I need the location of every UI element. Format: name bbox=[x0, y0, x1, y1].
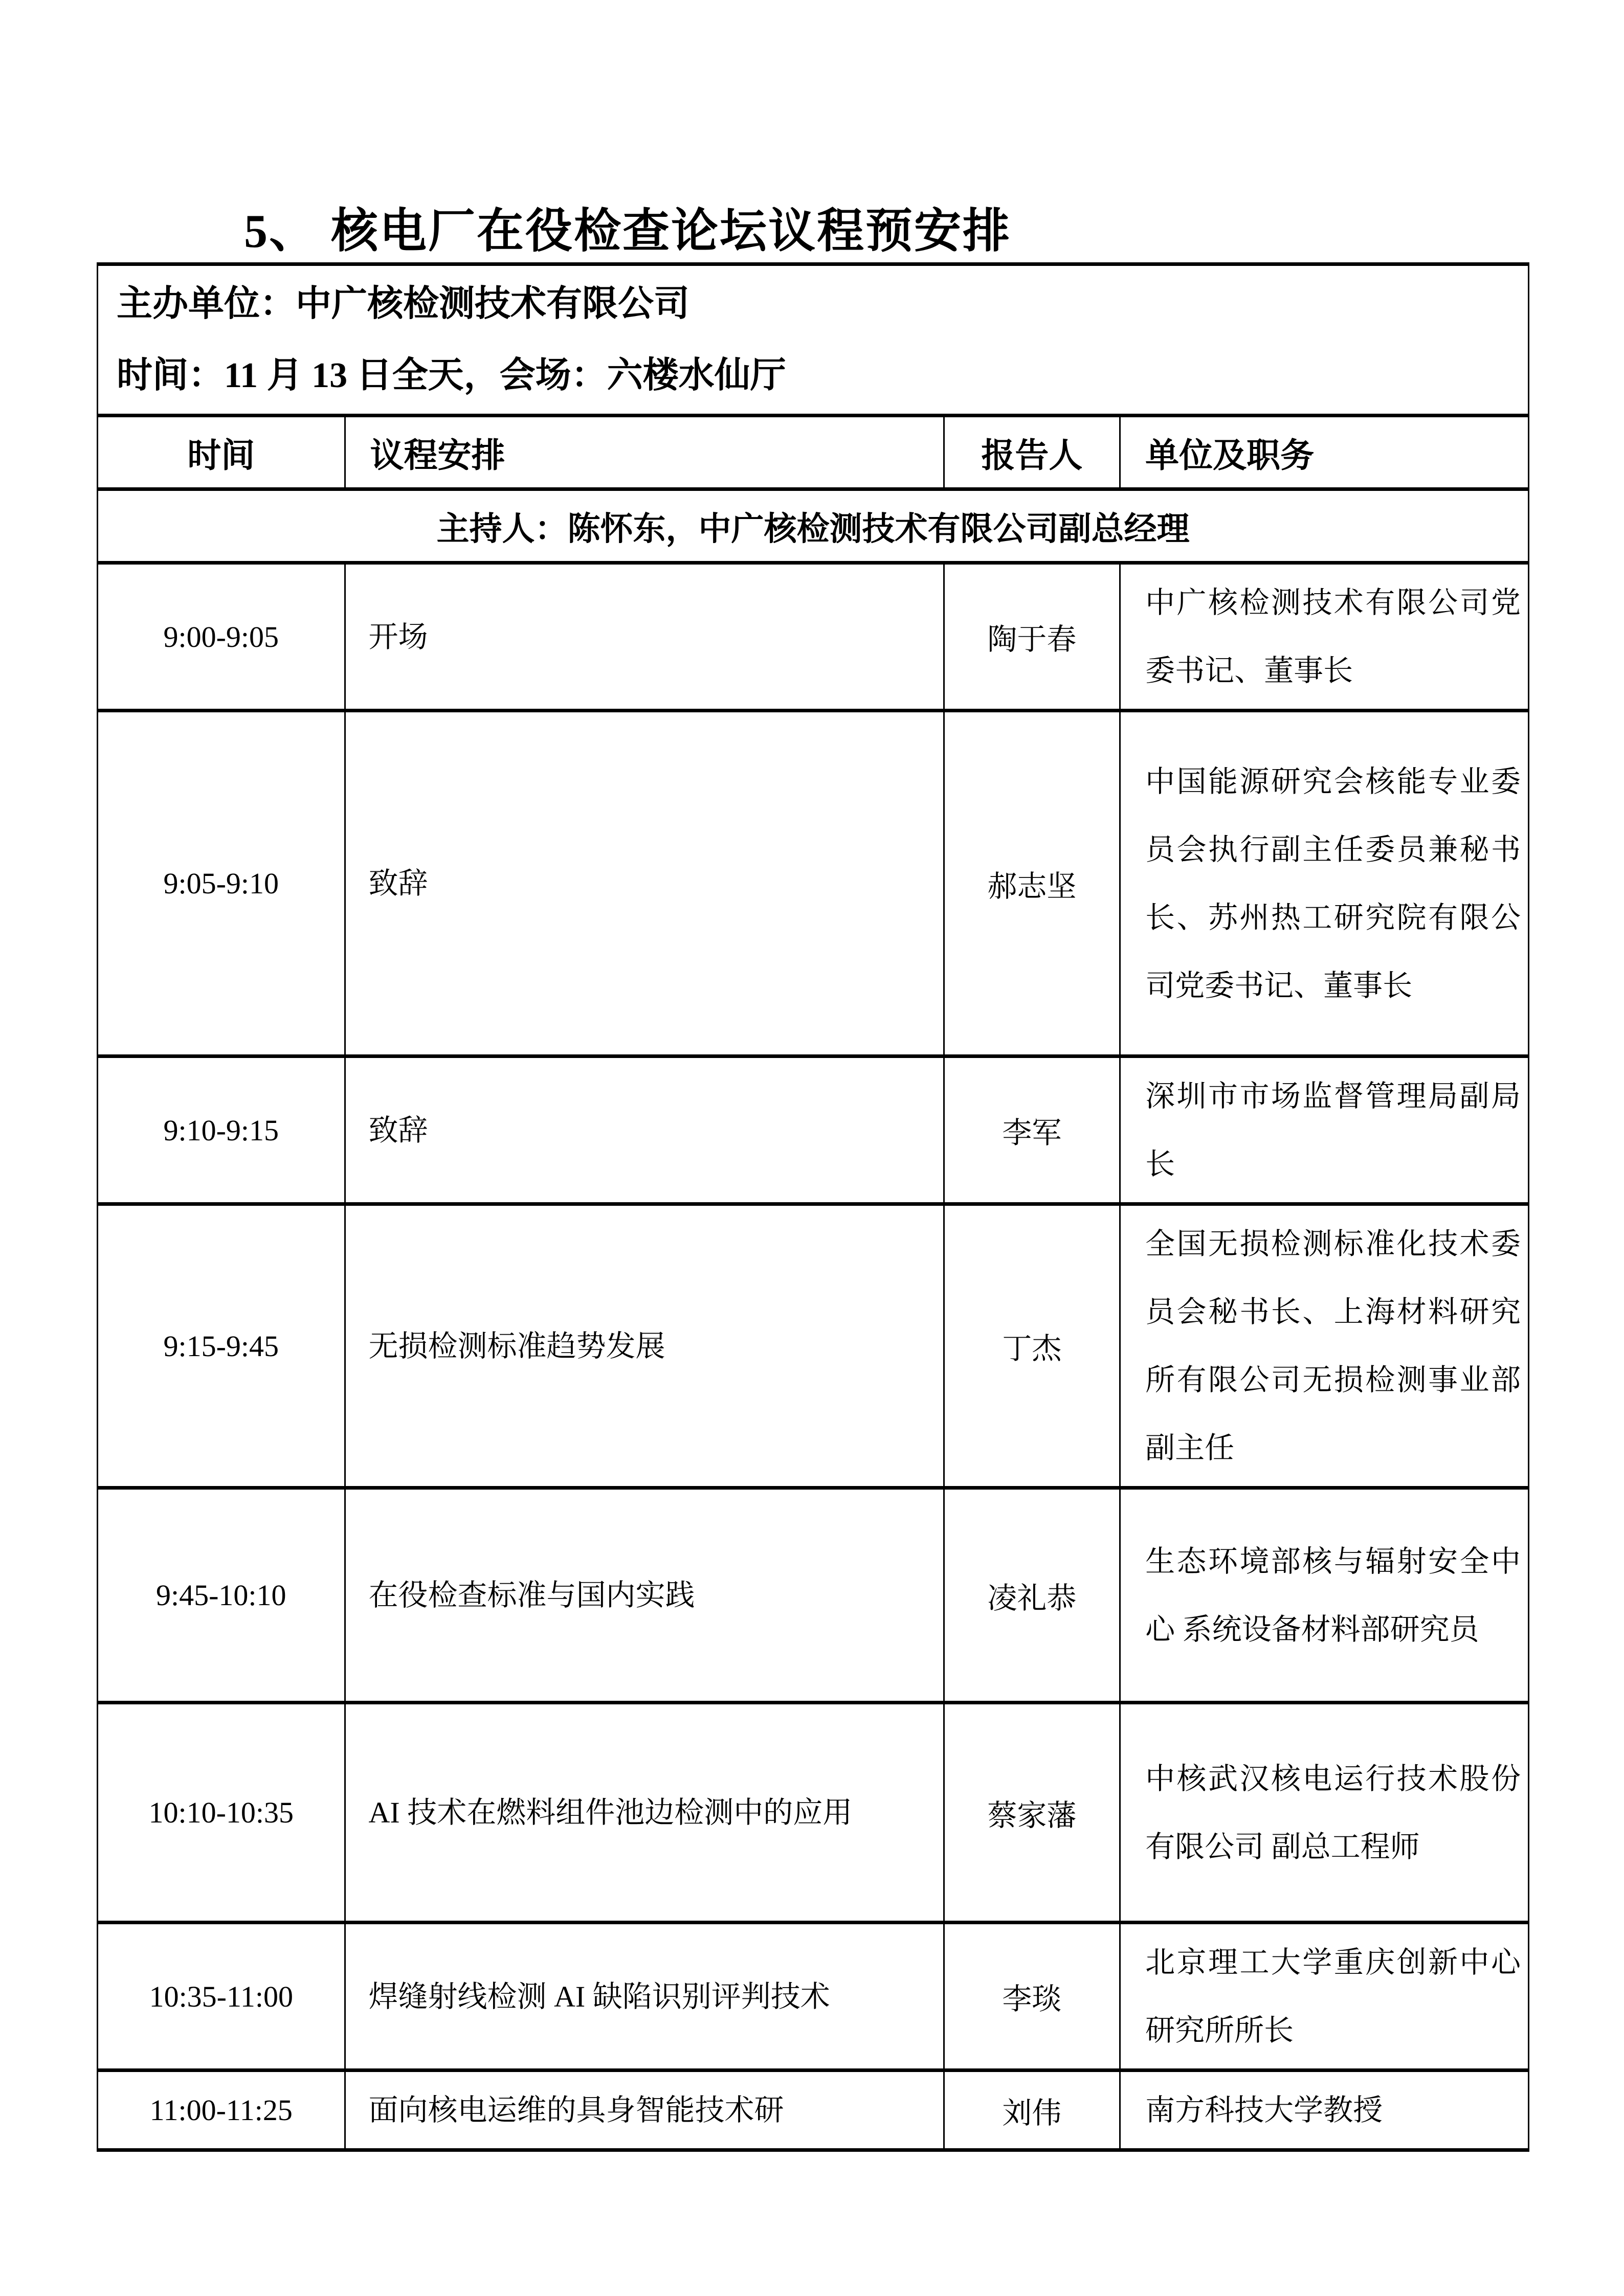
time-cell: 10:10-10:35 bbox=[98, 1703, 345, 1923]
speaker-cell: 陶于春 bbox=[944, 563, 1120, 711]
table-row bbox=[98, 1488, 1529, 1703]
org-cell: 深圳市市场监督管理局副局长 bbox=[1120, 1056, 1529, 1204]
agenda-cell: 开场 bbox=[345, 563, 944, 711]
speaker-cell: 郝志坚 bbox=[944, 711, 1120, 1056]
column-header-agenda: 议程安排 bbox=[345, 416, 944, 489]
table-row bbox=[98, 1204, 1529, 1488]
org-cell: 全国无损检测标准化技术委员会秘书长、上海材料研究所有限公司无损检测事业部副主任 bbox=[1120, 1204, 1529, 1488]
speaker-cell: 李琰 bbox=[944, 1923, 1120, 2070]
column-header-time: 时间 bbox=[98, 416, 345, 489]
column-header-speaker: 报告人 bbox=[944, 416, 1120, 489]
column-header-org: 单位及职务 bbox=[1120, 416, 1529, 489]
table-row bbox=[98, 563, 1529, 711]
org-cell: 中核武汉核电运行技术股份有限公司 副总工程师 bbox=[1120, 1703, 1529, 1923]
time-cell: 9:45-10:10 bbox=[98, 1488, 345, 1703]
table-row bbox=[98, 711, 1529, 1056]
agenda-table bbox=[97, 262, 1529, 2152]
time-cell: 9:10-9:15 bbox=[98, 1056, 345, 1204]
time-cell: 9:05-9:10 bbox=[98, 711, 345, 1056]
org-cell: 南方科技大学教授 bbox=[1120, 2070, 1529, 2150]
time-cell: 9:15-9:45 bbox=[98, 1204, 345, 1488]
agenda-cell: 面向核电运维的具身智能技术研 bbox=[345, 2070, 944, 2150]
host-line: 主办单位：中广核检测技术有限公司 bbox=[117, 284, 689, 324]
table-row bbox=[98, 2070, 1529, 2150]
agenda-cell: 在役检查标准与国内实践 bbox=[345, 1488, 944, 1703]
org-cell: 生态环境部核与辐射安全中心 系统设备材料部研究员 bbox=[1120, 1488, 1529, 1703]
agenda-cell: 焊缝射线检测 AI 缺陷识别评判技术 bbox=[345, 1923, 944, 2070]
speaker-cell: 蔡家藩 bbox=[944, 1703, 1120, 1923]
column-header-row bbox=[98, 416, 1529, 489]
speaker-cell: 李军 bbox=[944, 1056, 1120, 1204]
agenda-cell: 致辞 bbox=[345, 711, 944, 1056]
agenda-cell: 致辞 bbox=[345, 1056, 944, 1204]
agenda-cell: 无损检测标准趋势发展 bbox=[345, 1204, 944, 1488]
header-info-row bbox=[98, 264, 1529, 416]
table-row bbox=[98, 1056, 1529, 1204]
speaker-cell: 丁杰 bbox=[944, 1204, 1120, 1488]
time-cell: 9:00-9:05 bbox=[98, 563, 345, 711]
moderator-row bbox=[98, 489, 1529, 563]
speaker-cell: 刘伟 bbox=[944, 2070, 1120, 2150]
time-venue-line: 时间：11 月 13 日全天，会场：六楼水仙厅 bbox=[117, 355, 786, 395]
table-row bbox=[98, 1923, 1529, 2070]
page-title: 5、 核电厂在役检查论坛议程预安排 bbox=[244, 205, 1012, 257]
header-info-cell bbox=[98, 264, 1529, 416]
org-cell: 中国能源研究会核能专业委员会执行副主任委员兼秘书长、苏州热工研究院有限公司党委书记、董事长 bbox=[1120, 711, 1529, 1056]
time-cell: 11:00-11:25 bbox=[98, 2070, 345, 2150]
moderator-cell: 主持人：陈怀东，中广核检测技术有限公司副总经理 bbox=[98, 489, 1529, 563]
speaker-cell: 凌礼恭 bbox=[944, 1488, 1120, 1703]
time-cell: 10:35-11:00 bbox=[98, 1923, 345, 2070]
org-cell: 北京理工大学重庆创新中心 研究所所长 bbox=[1120, 1923, 1529, 2070]
agenda-cell: AI 技术在燃料组件池边检测中的应用 bbox=[345, 1703, 944, 1923]
org-cell: 中广核检测技术有限公司党委书记、董事长 bbox=[1120, 563, 1529, 711]
table-row bbox=[98, 1703, 1529, 1923]
